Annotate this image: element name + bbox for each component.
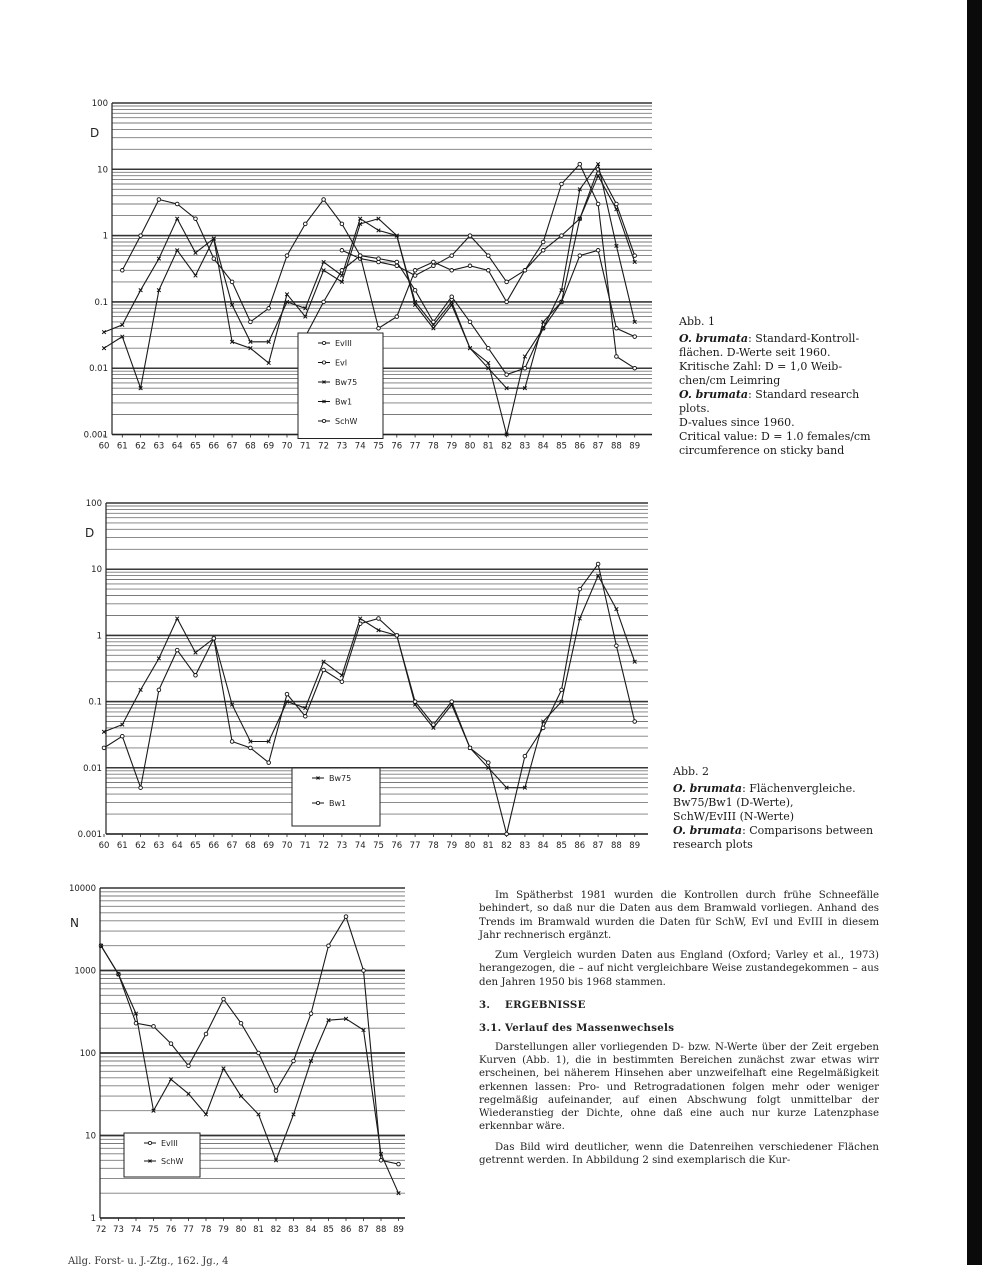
x-tick-label: 72 [318, 441, 330, 452]
y-tick-label: 1 [102, 231, 108, 242]
caption-abb1 [679, 315, 889, 458]
data-point [432, 264, 436, 268]
data-point [194, 651, 198, 655]
x-tick-label: 66 [208, 841, 220, 851]
data-point [596, 202, 600, 206]
x-tick-label: 86 [574, 441, 586, 452]
x-tick-label: 86 [340, 1225, 352, 1235]
x-tick-label: 77 [409, 441, 421, 452]
legend-marker [148, 1141, 151, 1144]
data-point [395, 260, 399, 264]
y-tick-label: 0.1 [94, 297, 108, 308]
y-tick-label: 10 [85, 1131, 96, 1142]
data-point [432, 723, 436, 727]
data-point [169, 1042, 173, 1046]
data-point [505, 373, 509, 377]
y-tick-label: 100 [91, 99, 108, 109]
data-point [204, 1032, 208, 1036]
data-point [487, 761, 491, 765]
data-point [505, 300, 509, 304]
caption-abb2-title: Abb. 2 [673, 765, 710, 778]
x-tick-label: 84 [537, 441, 549, 452]
data-point [344, 915, 348, 919]
data-point [139, 288, 143, 292]
caption-abb1-en-line: circumference on sticky band [679, 444, 845, 457]
data-point [487, 269, 491, 273]
x-tick-label: 87 [592, 841, 604, 851]
legend-label: SchW [161, 1157, 184, 1166]
x-tick-label: 89 [629, 441, 641, 452]
x-tick-label: 71 [299, 841, 311, 851]
x-tick-label: 78 [427, 841, 439, 851]
data-point [157, 688, 161, 692]
x-tick-label: 73 [113, 1225, 124, 1235]
x-tick-label: 65 [190, 441, 201, 452]
x-tick-label: 83 [519, 841, 531, 851]
caption-abb1-en-species: O. brumata [679, 388, 749, 401]
journal-footer: Allg. Forst- u. J.-Ztg., 162. Jg., 4 [68, 1256, 229, 1267]
x-tick-label: 69 [263, 841, 275, 851]
y-axis-label: N [70, 916, 79, 930]
legend-label: EvIII [335, 339, 352, 348]
data-point [304, 222, 308, 226]
data-point [230, 280, 234, 284]
x-tick-label: 85 [556, 841, 567, 851]
y-tick-label: 10 [97, 165, 108, 176]
data-point [450, 295, 454, 299]
subsection-number: 3.1. [479, 1022, 502, 1035]
data-point [322, 300, 326, 304]
x-tick-label: 80 [464, 441, 476, 452]
data-point [633, 366, 637, 370]
data-point [139, 234, 143, 238]
data-point [541, 249, 545, 253]
legend-marker [322, 419, 325, 422]
data-point [413, 700, 417, 704]
data-point [175, 202, 179, 206]
data-point [413, 269, 417, 273]
data-point [358, 254, 362, 258]
data-point [267, 761, 271, 765]
x-tick-label: 72 [95, 1225, 107, 1235]
data-point [157, 198, 161, 202]
data-point [413, 288, 417, 292]
data-point [615, 644, 619, 648]
data-point [230, 740, 234, 744]
x-tick-label: 82 [501, 841, 513, 851]
legend-label: Bw75 [335, 378, 358, 387]
data-point [578, 162, 582, 166]
data-point [633, 335, 637, 339]
data-point [377, 327, 381, 331]
x-tick-label: 76 [391, 441, 403, 452]
data-point [450, 254, 454, 258]
legend-label: Bw1 [329, 799, 347, 808]
data-point [102, 746, 106, 750]
data-point [578, 254, 582, 258]
caption-abb1-en-line: D-values since 1960. [679, 416, 795, 429]
x-tick-label: 67 [226, 841, 238, 851]
y-tick-label: 1 [90, 1214, 96, 1224]
data-point [309, 1012, 313, 1016]
caption-abb1-en-line: Critical value: D = 1.0 females/cm [679, 430, 871, 443]
data-point [450, 269, 454, 273]
x-tick-label: 74 [354, 441, 366, 452]
data-point [560, 182, 564, 186]
x-tick-label: 89 [393, 1225, 404, 1235]
data-point [267, 307, 271, 311]
chart-abb1 [84, 99, 652, 452]
x-tick-label: 68 [244, 441, 256, 452]
legend-label: EvI [335, 358, 348, 368]
data-point [397, 1162, 401, 1166]
x-tick-label: 74 [354, 841, 366, 851]
data-point [541, 240, 545, 244]
x-tick-label: 84 [537, 841, 549, 851]
y-tick-label: 100 [79, 1049, 96, 1059]
x-tick-label: 63 [153, 441, 165, 452]
x-tick-label: 89 [629, 841, 641, 851]
caption-abb2 [673, 765, 888, 852]
data-point [633, 720, 637, 724]
data-point [615, 355, 619, 359]
x-tick-label: 64 [171, 441, 183, 452]
data-point [257, 1051, 261, 1055]
x-tick-label: 82 [501, 441, 513, 452]
data-point [322, 668, 326, 672]
x-tick-label: 69 [263, 441, 275, 452]
subsection-title: Verlauf des Massenwechsels [505, 1022, 675, 1035]
x-tick-label: 88 [375, 1225, 387, 1235]
data-point [615, 202, 619, 206]
data-point [121, 734, 125, 738]
data-point [578, 587, 582, 591]
section-heading [479, 999, 879, 1012]
x-tick-label: 73 [336, 441, 348, 452]
x-tick-label: 88 [610, 841, 622, 851]
x-tick-label: 63 [153, 841, 165, 851]
x-tick-label: 75 [148, 1225, 159, 1235]
data-point [505, 280, 509, 284]
subsection-heading [479, 1022, 879, 1035]
x-tick-label: 83 [288, 1225, 299, 1235]
x-tick-label: 76 [391, 841, 403, 851]
data-point [450, 700, 454, 704]
data-point [175, 648, 179, 652]
paragraph: Darstellungen aller vorliegenden D- bzw. N-Werte über der Zeit ergeben Kurven (Abb. 1), die in bestimmten Bereichen zunächst zwar etwas wirr erscheinen, bei näherem Hinsehen aber unzweifelhaft eine Regelmäßigkeit erkennen lassen: Pro- und Retrogradationen folgen mehr oder weniger regelmäßig aufeinander, auf einen Abschwung folgt unmittelbar der Wiederanstieg der Dichte, ohne daß eine auch nur kurze Latenzphase erkennbar wäre. [479, 1041, 879, 1133]
x-tick-label: 62 [135, 841, 147, 851]
x-tick-label: 85 [556, 441, 567, 452]
data-point [327, 944, 331, 948]
data-point [362, 969, 366, 973]
caption-abb1-en-line: : Standard research plots. [679, 388, 860, 415]
y-axis-label: D [90, 126, 100, 140]
caption-abb2-en-line: : Comparisons between [742, 824, 874, 837]
legend-label: EvIII [161, 1139, 178, 1148]
data-point [395, 315, 399, 319]
x-tick-label: 87 [592, 441, 604, 452]
x-tick-label: 83 [519, 441, 531, 452]
data-point [285, 692, 289, 696]
data-point [560, 234, 564, 238]
data-point [285, 254, 289, 258]
caption-abb1-de-line: Kritische Zahl: D = 1,0 Weib- [679, 360, 843, 373]
x-tick-label: 61 [116, 441, 128, 452]
legend-marker [322, 361, 325, 364]
data-point [505, 832, 509, 836]
data-point [487, 346, 491, 350]
data-point [292, 1059, 296, 1063]
data-point [395, 634, 399, 638]
section-title: ERGEBNISSE [505, 999, 586, 1012]
legend-marker [322, 341, 325, 344]
data-point [468, 746, 472, 750]
x-tick-label: 70 [281, 841, 293, 851]
x-tick-label: 80 [464, 841, 476, 851]
data-point [304, 715, 308, 719]
x-tick-label: 75 [373, 841, 384, 851]
caption-abb2-de-line: SchW/EvIII (N-Werte) [673, 810, 794, 823]
data-point [121, 269, 125, 273]
data-point [194, 217, 198, 221]
data-point [194, 674, 198, 678]
data-point [340, 269, 344, 273]
caption-abb2-en-line: research plots [673, 838, 753, 851]
chart-abb3 [69, 884, 405, 1235]
x-tick-label: 66 [208, 441, 220, 452]
data-point [468, 234, 472, 238]
x-tick-label: 67 [226, 441, 238, 452]
data-point [187, 1064, 191, 1068]
x-tick-label: 61 [116, 841, 128, 851]
x-tick-label: 79 [218, 1225, 229, 1235]
data-point [487, 254, 491, 258]
series-line-EvIII [101, 917, 399, 1165]
data-point [249, 746, 253, 750]
caption-abb2-en-species: O. brumata [673, 824, 743, 837]
data-point [340, 249, 344, 253]
x-tick-label: 72 [318, 841, 330, 851]
y-tick-label: 1000 [74, 966, 96, 977]
data-point [468, 264, 472, 268]
data-point [239, 1021, 243, 1025]
data-point [222, 997, 226, 1001]
y-tick-label: 0.01 [83, 763, 102, 774]
data-point [523, 366, 527, 370]
legend-label: Bw1 [335, 397, 353, 407]
y-tick-label: 10 [91, 565, 102, 576]
x-tick-label: 78 [427, 441, 439, 452]
caption-abb1-de-species: O. brumata [679, 332, 749, 345]
x-tick-label: 79 [446, 441, 458, 452]
paragraph: Im Spätherbst 1981 wurden die Kontrollen durch frühe Schneefälle behindert, so daß nur die Daten aus dem Bramwald vorliegen. Anhand des Trends im Bramwald wurden die Daten für SchW, EvI und EvIII in diesem Jahr rechnerisch ergänzt. [479, 890, 879, 941]
data-point [249, 320, 253, 324]
data-point [212, 637, 216, 641]
data-point [432, 260, 436, 264]
x-tick-label: 87 [358, 1225, 369, 1235]
x-tick-label: 73 [336, 841, 348, 851]
x-tick-label: 70 [281, 441, 293, 452]
body-text [479, 889, 879, 1174]
data-point [212, 257, 216, 261]
x-tick-label: 62 [135, 441, 147, 452]
x-tick-label: 74 [130, 1225, 142, 1235]
chart-abb2 [78, 499, 648, 851]
data-point [377, 617, 381, 621]
caption-abb2-de-line: Bw75/Bw1 (D-Werte), [673, 796, 794, 809]
data-point [274, 1089, 278, 1093]
data-point [102, 346, 106, 350]
caption-abb2-de-species: O. brumata [673, 782, 743, 795]
x-tick-label: 82 [270, 1225, 282, 1235]
y-tick-label: 10000 [68, 884, 96, 894]
y-tick-label: 1 [96, 631, 102, 642]
legend-label: SchW [335, 417, 358, 426]
y-tick-label: 100 [85, 499, 102, 509]
data-point [560, 688, 564, 692]
x-tick-label: 77 [183, 1225, 194, 1235]
data-point [194, 274, 198, 278]
x-tick-label: 88 [610, 441, 622, 452]
data-point [596, 562, 600, 566]
x-tick-label: 86 [574, 841, 586, 851]
x-tick-label: 84 [305, 1225, 317, 1235]
x-tick-label: 71 [299, 441, 311, 452]
x-tick-label: 65 [190, 841, 201, 851]
data-point [596, 249, 600, 253]
legend-marker [316, 801, 319, 804]
x-tick-label: 68 [244, 841, 256, 851]
data-point [139, 786, 143, 790]
data-point [139, 688, 143, 692]
x-tick-label: 77 [409, 841, 421, 851]
y-tick-label: 0.001 [77, 830, 102, 840]
data-point [615, 327, 619, 331]
data-point [541, 726, 545, 730]
data-point [194, 251, 198, 255]
y-axis-label: D [85, 526, 95, 540]
data-point [340, 680, 344, 684]
section-number: 3. [479, 999, 491, 1012]
x-tick-label: 81 [482, 441, 494, 452]
x-tick-label: 76 [165, 1225, 177, 1235]
data-point [377, 257, 381, 261]
x-tick-label: 60 [98, 441, 110, 452]
x-tick-label: 79 [446, 841, 458, 851]
caption-abb1-de-line: chen/cm Leimring [679, 374, 781, 387]
y-tick-label: 0.1 [88, 697, 102, 708]
data-point [379, 1159, 383, 1163]
data-point [152, 1025, 156, 1029]
legend-label: Bw75 [329, 774, 352, 783]
caption-abb2-de-line: : Flächenvergleiche. [742, 782, 856, 795]
data-point [468, 320, 472, 324]
x-tick-label: 85 [323, 1225, 334, 1235]
caption-abb1-de-line: : Standard-Kontroll- [748, 332, 860, 345]
data-point [523, 269, 527, 273]
x-tick-label: 80 [235, 1225, 247, 1235]
caption-abb1-title: Abb. 1 [679, 315, 716, 328]
x-tick-label: 75 [373, 441, 384, 452]
data-point [340, 222, 344, 226]
y-tick-label: 0.01 [89, 364, 108, 375]
x-tick-label: 81 [253, 1225, 264, 1235]
x-tick-label: 60 [98, 841, 110, 851]
y-tick-label: 0.001 [83, 430, 108, 441]
x-tick-label: 64 [171, 841, 183, 851]
paragraph: Das Bild wird deutlicher, wenn die Datenreihen verschiedener Flächen getrennt werden. In Abbildung 2 sind exemplarisch die Kur- [479, 1141, 879, 1167]
data-point [358, 622, 362, 626]
paragraph: Zum Vergleich wurden Daten aus England (Oxford; Varley et al., 1973) herangezogen, die – auf nicht vergleichbare Weise zustandegekommen – aus den Jahren 1950 bis 1968 stammen. [479, 950, 879, 988]
caption-abb1-de-line: flächen. D-Werte seit 1960. [679, 346, 831, 359]
data-point [322, 198, 326, 202]
data-point [187, 1092, 191, 1096]
data-point [523, 754, 527, 758]
x-tick-label: 78 [200, 1225, 212, 1235]
x-tick-label: 81 [482, 841, 494, 851]
